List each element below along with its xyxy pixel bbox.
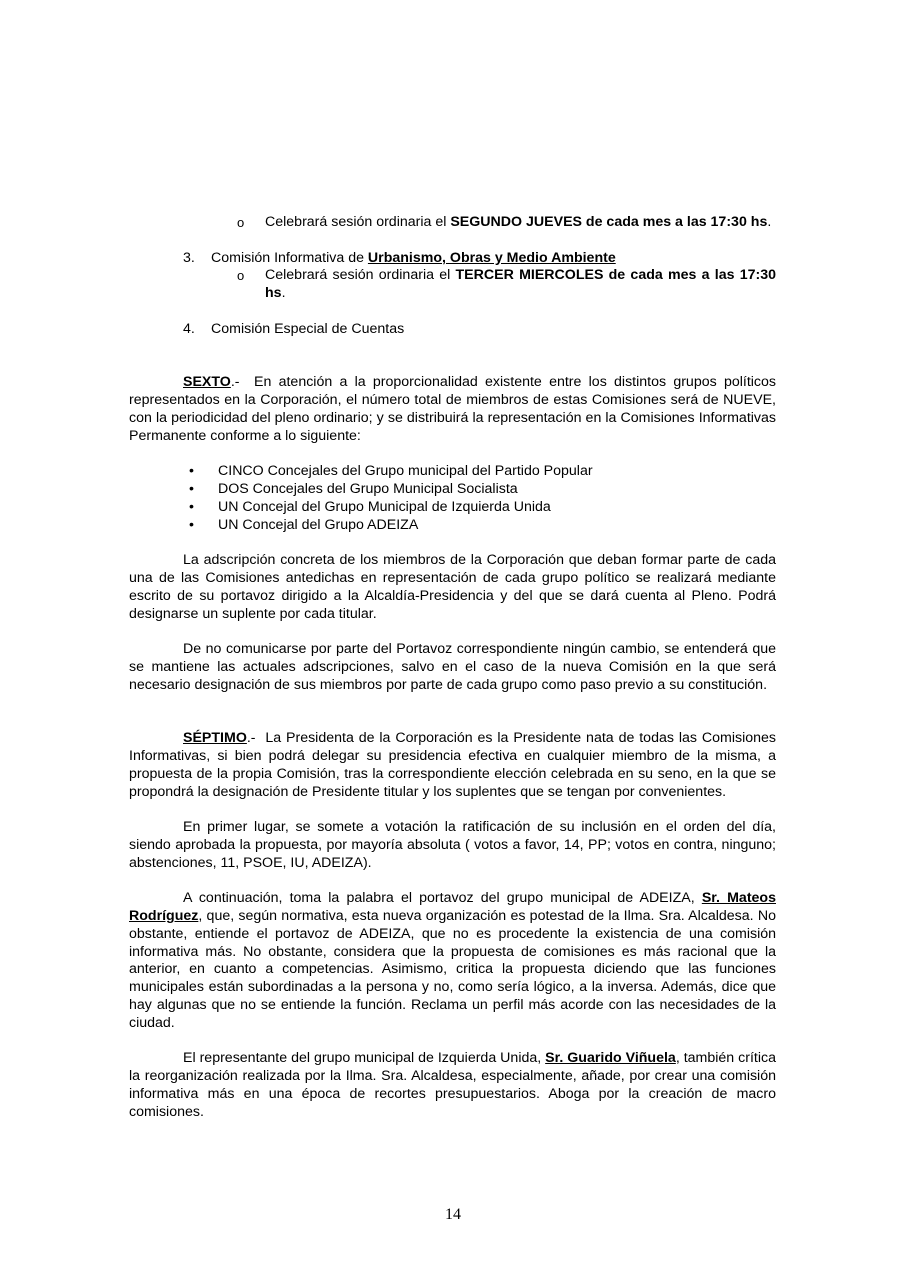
item-text: Comisión Informativa de [211, 249, 368, 266]
item-text: Comisión Especial de Cuentas [211, 320, 405, 337]
paragraph-text: La Presidenta de la Corporación es la Presidente nata de todas las Comisiones Informativas, si bien podrá delegar su presidencia efectiva en cualquier miembro de la misma, a propuesta de la propia Comisión, tras la correspondiente elección celebrada en su seno, en la que se propondrá la designación de Presidente titular y los suplentes que se tengan por convenientes. [129, 730, 776, 800]
bullet-text: CINCO Concejales del Grupo municipal del Partido Popular [218, 463, 593, 480]
paragraph: La adscripción concreta de los miembros de la Corporación que deban formar parte de cada una de las Comisiones antedichas en representación de cada grupo político se realizará mediante escrito de su portavoz dirigido a la Alcaldía-Presidencia y del que se dará cuenta al Pleno. Podrá designarse un suplente por cada titular. [129, 552, 776, 622]
subitem-suffix: . [281, 285, 286, 302]
document-page [129, 214, 776, 1122]
heading-separator: .- [230, 374, 254, 391]
paragraph: En primer lugar, se somete a votación la ratificación de su inclusión en el orden del día, siendo aprobada la propuesta, por mayoría absoluta ( votos a favor, 14, PP; votos en contra, ninguno; abstenciones, 11, PSOE, IU, ADEIZA). [129, 819, 776, 871]
item-number: 3. [183, 249, 195, 266]
paragraph [129, 890, 776, 1032]
list-item-3 [129, 250, 776, 268]
bullet-text: DOS Concejales del Grupo Municipal Socialista [218, 480, 518, 497]
list-item [129, 481, 776, 499]
bullet-icon: • [189, 480, 194, 497]
speaker-name: Sr. Guarido Viñuela [545, 1050, 676, 1067]
bullet-icon: • [189, 463, 194, 480]
bullet-icon: • [189, 498, 194, 515]
circle-bullet-icon: o [237, 215, 245, 230]
list-item [129, 517, 776, 535]
item-title: Urbanismo, Obras y Medio Ambiente [367, 249, 616, 266]
speaker-name: Sr. Mateos Rodríguez [129, 890, 776, 925]
section-heading: SEXTO [183, 374, 231, 391]
item-number: 4. [183, 320, 195, 337]
list-item-4 [129, 321, 776, 339]
paragraph-text: , que, según normativa, esta nueva organización es potestad de la Ilma. Sra. Alcaldesa. No obstante, entiende el portavoz de ADEIZA, que no es procedente la existencia de una comisión informativa más. No obstante, considera que la propuesta de comisiones es más racional que la anterior, en cuanto a competencias. Asimismo, critica la propuesta diciendo que las funciones municipales están subordinadas a la persona y no, como sería lógico, a la inversa. Además, dice que hay algunas que no se entiende la función. Reclama un perfil más acorde con las necesidades de la ciudad. [129, 908, 776, 1031]
sexto-paragraph [129, 374, 776, 445]
subitem-bold: SEGUNDO JUEVES de cada mes a las 17:30 hs [450, 214, 768, 230]
septimo-paragraph [129, 730, 776, 801]
list-subitem-2 [129, 267, 776, 303]
subitem-suffix: . [767, 214, 772, 230]
subitem-text: Celebrará sesión ordinaria el [265, 214, 451, 230]
heading-separator: .- [246, 730, 266, 747]
paragraph [129, 1050, 776, 1121]
list-subitem-1 [129, 214, 776, 232]
bullet-icon: • [189, 516, 194, 533]
paragraph-text: En atención a la proporcionalidad existente entre los distintos grupos políticos representados en la Corporación, el número total de miembros de estas Comisiones será de NUEVE, con la periodicidad del pleno ordinario; y se distribuirá la representación en la Comisiones Informativas Permanente conforme a lo siguiente: [129, 374, 776, 444]
subitem-bold: TERCER MIERCOLES de cada mes a las 17:30 hs [265, 267, 777, 302]
bullet-text: UN Concejal del Grupo Municipal de Izquierda Unida [218, 498, 551, 515]
paragraph: De no comunicarse por parte del Portavoz correspondiente ningún cambio, se entenderá que se mantiene las actuales adscripciones, salvo en el caso de la nueva Comisión en la que será necesario designación de sus miembros por parte de cada grupo como paso previo a su constitución. [129, 641, 776, 693]
page-number: 14 [445, 1206, 461, 1223]
list-item [129, 463, 776, 481]
paragraph-text: , también crítica la reorganización realizada por la Ilma. Sra. Alcaldesa, especialmente, añade, por crear una comisión informativa más en una época de recortes presupuestarios. Aboga por la creación de macro comisiones. [129, 1050, 776, 1120]
circle-bullet-icon: o [237, 268, 245, 284]
list-item [129, 499, 776, 517]
subitem-text: Celebrará sesión ordinaria el [265, 267, 456, 284]
paragraph-text: A continuación, toma la palabra el portavoz del grupo municipal de ADEIZA, [183, 890, 702, 907]
bullet-text: UN Concejal del Grupo ADEIZA [218, 516, 419, 533]
paragraph-text: El representante del grupo municipal de Izquierda Unida, [183, 1050, 546, 1067]
section-heading: SÉPTIMO [183, 730, 247, 747]
